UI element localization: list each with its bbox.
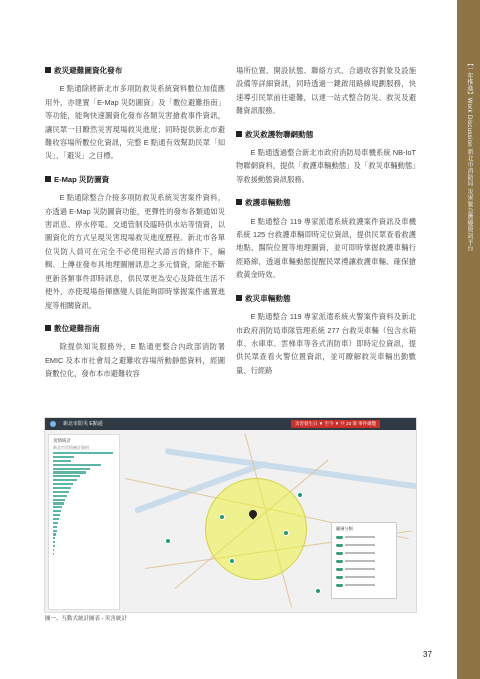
stat-bar [53, 518, 59, 520]
stat-bar [53, 537, 55, 539]
statistics-panel [48, 434, 120, 610]
body-paragraph: E 點通整合 119 專家派遣系統救護案件資訊及車機系統 125 台救護車輛即時定位資訊，提供民眾查看救護地點、醫院位置等地理圖資，並可即時掌握救護車輛行經路線，透過車輛動態提醒民眾禮讓救護車輛、確保搶救黃金時效。 [236, 216, 416, 280]
legend-item[interactable] [336, 543, 394, 549]
bullet-square-icon [45, 176, 51, 182]
toggle-icon[interactable] [336, 552, 343, 555]
body-paragraph: E 點通整合 119 專家派遣系統火警案件資料及新北市政府消防局車隊管理系統 277 台救災車輛（包含水箱車、水庫車、雲梯車等各式消防車）即時定位資訊，提供民眾查看火警位置資訊，並可瞭解救災車輛出勤數量、行經路 [236, 312, 416, 375]
bullet-square-icon [236, 295, 242, 301]
stat-bar [53, 545, 55, 547]
stat-bar [53, 502, 64, 504]
bullet-square-icon [236, 199, 242, 205]
stat-bar [53, 471, 86, 473]
left-column [45, 64, 225, 391]
stat-bar [53, 483, 73, 485]
stat-bar [53, 491, 69, 493]
legend-item[interactable] [336, 583, 394, 589]
section-heading-text: 數位避難指南 [54, 323, 100, 333]
shelter-marker-icon[interactable] [165, 538, 171, 544]
shelter-marker-icon[interactable] [229, 558, 235, 564]
stat-bar [53, 495, 67, 497]
bullet-square-icon [45, 325, 51, 331]
panel-subtitle: 新北市災情統計資料 [53, 445, 89, 450]
shelter-marker-icon[interactable] [283, 530, 289, 536]
figure-screenshot [44, 417, 417, 613]
stat-bar [53, 460, 71, 462]
layer-legend [331, 522, 397, 599]
stat-bar [53, 530, 57, 532]
body-paragraph: 除提供知災服務外，E 點通更整合內政部消防署 EMIC 及本市社會局之避難收容場所動靜態資料，經圖資數位化，發布本市避難收容 [45, 342, 225, 379]
stat-bar [53, 452, 113, 454]
stat-bar [53, 487, 71, 489]
toggle-icon[interactable] [336, 576, 343, 579]
body-paragraph: 場所位置、開設狀態、聯絡方式、合適收容對象及設施設備等詳細資訊，同時透過一鍵啟用路線規劃服務，快速導引民眾前往避難，以達一站式整合防災、救災及避難資訊服務。 [236, 66, 416, 116]
stat-bar [53, 514, 60, 516]
legend-item[interactable] [336, 551, 394, 557]
section-heading [45, 64, 225, 77]
stat-bar [53, 541, 55, 543]
stat-bar [53, 468, 90, 470]
bullet-square-icon [236, 131, 242, 137]
body-paragraph: E 點通除整合介接多項防救災系統災害案件資料，亦透過 E-Map 災防圖資功能，更彈性的發布各類通如災害訊息、停水停電、交通管制及臨時供水站等情資，以圖資化的方式呈現災害現場救災進度歷程。新北市各單位災防人員可在完全不必使用程式語言的條件下，編輯、上傳並發布具地理圖層訊息之多元情資，除能不斷更新各類事件即時訊息，供民眾更為安心及降低生活不便外，亦使現場指揮應變人員能夠即時掌握案件處置進度等相關資訊。 [45, 193, 225, 310]
bullet-square-icon [45, 67, 51, 73]
stat-bar [53, 526, 57, 528]
section-heading [45, 322, 225, 335]
app-title: 新北市防災 E點通 [63, 421, 103, 427]
section-heading-text: 救災避難圖資化發布 [54, 66, 123, 75]
shelter-marker-icon[interactable] [219, 514, 225, 520]
page-number: 37 [423, 650, 432, 659]
stat-bar [53, 510, 61, 512]
legend-item[interactable] [336, 559, 394, 565]
section-heading [236, 196, 416, 209]
shelter-marker-icon[interactable] [297, 492, 303, 498]
impact-zone [205, 478, 307, 580]
body-paragraph: E 點通透過整合新北市政府消防局車機系統 NB-IoT 物聯網資料，提供「救護車輛動態」及「救災車輛動態」等救援動態資訊服務。 [236, 148, 416, 184]
toggle-icon[interactable] [336, 536, 343, 539]
section-heading-text: E-Map 災防圖資 [54, 174, 110, 184]
stat-bar [53, 553, 54, 555]
section-heading [236, 292, 416, 305]
figure-caption: 圖一、互動式統計圖表 - 災害統計 [45, 616, 127, 622]
side-banner-text: 【一年推進】Work Discussion 新北市消防局 災害緊急應變資訊平台 [466, 60, 472, 252]
filter-button[interactable]: 災害發生日 ▼ 至今 ▼ 共 23 筆 事件總覽 [291, 420, 380, 428]
app-logo-icon [50, 421, 56, 427]
section-heading-text: 救災車輛動態 [245, 293, 291, 303]
stat-bar [53, 456, 74, 458]
bar-list [53, 452, 113, 557]
section-heading-text: 救災救護物聯網動態 [245, 129, 314, 139]
legend-item[interactable] [336, 535, 394, 541]
section-heading [45, 173, 225, 186]
legend-item[interactable] [336, 575, 394, 581]
stat-bar [53, 475, 80, 477]
stat-bar [53, 499, 65, 501]
stat-bar [53, 533, 56, 535]
stat-bar [53, 549, 54, 551]
panel-title: 災情統計 [53, 438, 71, 443]
legend-title: 圖層分類 [336, 526, 353, 531]
toggle-icon[interactable] [336, 568, 343, 571]
section-heading [236, 128, 416, 141]
stat-bar [53, 464, 101, 466]
app-header [45, 418, 416, 430]
toggle-icon[interactable] [336, 544, 343, 547]
stat-bar [53, 506, 62, 508]
toggle-icon[interactable] [336, 560, 343, 563]
toggle-icon[interactable] [336, 584, 343, 587]
stat-bar [53, 479, 77, 481]
body-paragraph: E 點通除將新北市多項防救災系統資料數位加值應用外，亦建置「E-Map 災防圖資」及「數位避難指南」等功能，能夠快速圖資化發布各類災害搶救事件資訊，讓民眾一目瞭然災害現場救災進度；同時提供新北市避難收容場所數位化資訊，完整 E 點通有效幫助民眾「知災」、「避災」之目標。 [45, 84, 225, 161]
shelter-marker-icon[interactable] [315, 588, 321, 594]
right-column [236, 64, 416, 387]
section-heading-text: 救護車輛動態 [245, 198, 291, 208]
stat-bar [53, 522, 58, 524]
legend-item[interactable] [336, 567, 394, 573]
